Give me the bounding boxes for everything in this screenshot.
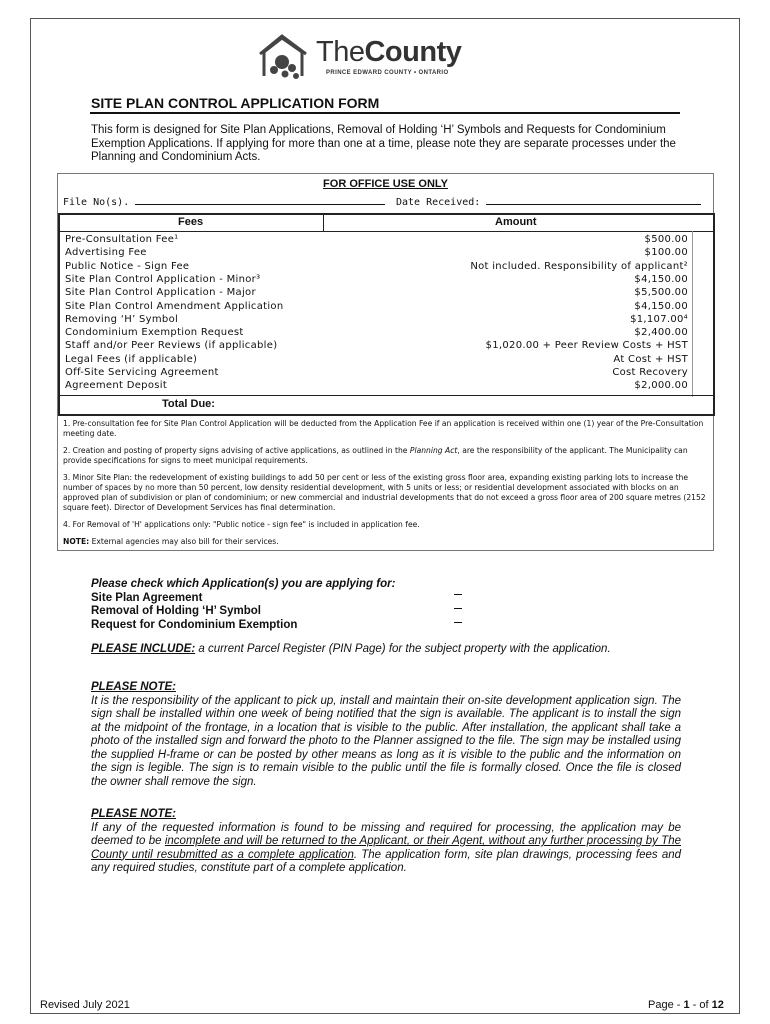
form-title: SITE PLAN CONTROL APPLICATION FORM [91, 95, 380, 111]
footnotes [63, 419, 708, 554]
header-divider [323, 215, 324, 231]
amount-column-header: Amount [495, 216, 537, 228]
note2-body: If any of the requested information is found to be missing and required for processing, the application may be deemed to be incomplete and will be returned to the Applicant, or their Agent, without any further processing by The County until resubmitted as a complete application. The application form, site plan drawings, processing fees and any required studies, constitute part of a complete application. [91, 821, 682, 874]
fee-row [60, 327, 713, 340]
file-number-field[interactable]: File No(s). [63, 195, 385, 208]
checkbox-site-plan[interactable] [454, 594, 462, 595]
fee-amount: $1,107.00⁴ [630, 313, 688, 325]
office-use-box [57, 173, 714, 551]
fee-name: Site Plan Control Amendment Application [65, 300, 284, 312]
fee-amount: $2,400.00 [634, 327, 688, 339]
fee-row [60, 354, 713, 367]
checkbox-removal-h[interactable] [454, 608, 462, 609]
please-include: PLEASE INCLUDE: a current Parcel Register (PIN Page) for the subject property with the application. [91, 643, 611, 655]
fee-row [60, 340, 713, 353]
note2-heading: PLEASE NOTE: [91, 808, 176, 820]
fee-name: Site Plan Control Application - Minor³ [65, 273, 261, 285]
date-received-line[interactable] [486, 195, 701, 205]
fee-amount: $4,150.00 [634, 300, 688, 312]
please-note-sign [91, 681, 681, 789]
file-number-line[interactable] [135, 195, 385, 205]
fee-row [60, 234, 713, 247]
fee-name: Legal Fees (if applicable) [65, 353, 198, 365]
fee-row [60, 314, 713, 327]
fee-row [60, 287, 713, 300]
fee-amount: Cost Recovery [612, 367, 688, 378]
logo-wordmark: TheCounty [316, 36, 462, 68]
footnote-4: 4. For Removal of 'H' applications only: "Public notice - sign fee" is included in application fee. [63, 520, 420, 529]
header-rule [60, 231, 713, 232]
fee-row [60, 274, 713, 287]
date-received-field[interactable]: Date Received: [396, 195, 701, 208]
fee-amount: Not included. Responsibility of applicant² [470, 260, 688, 272]
option-condo-exemption: Request for Condominium Exemption [91, 618, 298, 631]
fee-name: Removing ‘H’ Symbol [65, 313, 179, 325]
fee-name: Public Notice - Sign Fee [65, 260, 190, 272]
fee-name: Staff and/or Peer Reviews (if applicable) [65, 340, 278, 352]
fee-amount: $2,000.00 [634, 380, 688, 392]
fee-name: Off-Site Servicing Agreement [65, 367, 219, 378]
fee-amount: At Cost + HST [613, 353, 688, 365]
fee-row [60, 261, 713, 274]
title-rule [90, 112, 680, 114]
fees-column-header: Fees [178, 216, 204, 228]
total-due-label: Total Due: [162, 398, 215, 410]
footnote-note: NOTE: External agencies may also bill for their services. [63, 537, 279, 546]
option-removal-h: Removal of Holding ‘H’ Symbol [91, 605, 261, 617]
fee-amount: $500.00 [644, 234, 688, 245]
fee-name: Pre-Consultation Fee¹ [65, 234, 179, 245]
option-site-plan: Site Plan Agreement [91, 591, 203, 604]
fee-name: Condominium Exemption Request [65, 327, 244, 339]
note1-body: It is the responsibility of the applicant to pick up, install and maintain their on-site development application sign. The sign shall be installed within one week of being notified that the sign is available. The applicant is to install the sign at the midpoint of the frontage, in a location that is visible to the public. After installation, the applicant shall take a photo of the installed sign and forward the photo to the Planner assigned to the file. The sign may be installed using the supplied H-frame or can be posted by other means as long as it is visible to the public and the information on the sign is legible. The sign is to remain visible to the public until the file is formally closed. Once the file is closed the owner shall remove the sign. [91, 694, 681, 788]
please-note-missing [91, 808, 681, 876]
county-emblem-icon [258, 34, 314, 80]
fee-table [58, 213, 715, 416]
office-use-heading: FOR OFFICE USE ONLY [323, 178, 448, 190]
application-checklist [91, 578, 395, 632]
fee-name: Advertising Fee [65, 247, 147, 259]
fee-row [60, 380, 713, 393]
logo-subtitle: PRINCE EDWARD COUNTY • ONTARIO [326, 70, 449, 76]
fee-amount: $100.00 [644, 247, 688, 259]
checklist-question: Please check which Application(s) you are applying for: [91, 578, 396, 590]
note1-heading: PLEASE NOTE: [91, 681, 176, 693]
revised-date: Revised July 2021 [40, 999, 130, 1011]
fee-amount: $1,020.00 + Peer Review Costs + HST [485, 340, 688, 352]
fee-row [60, 247, 713, 260]
fee-name: Site Plan Control Application - Major [65, 287, 256, 299]
footnote-3: 3. Minor Site Plan: the redevelopment of existing buildings to add 50 per cent or less of the existing gross floor area, expanding existing parking lots to increase the number of spaces by no more than 50 percent, low density residential development, with 5 units or less; or residential development associated with blocks on an approved plan of subdivision or plan of condominium; or new commercial and industrial developments that do not exceed a gross floor area of 200 square metres (2152 square feet). Director of Development Services has final determination. [63, 473, 706, 512]
fee-amount: $4,150.00 [634, 273, 688, 285]
fee-row [60, 301, 713, 314]
footnote-1: 1. Pre-consultation fee for Site Plan Control Application will be deducted from the Application Fee if an application is received within one (1) year of the Pre-Consultation meeting date. [63, 419, 704, 438]
page-number: Page - 1 - of 12 [648, 999, 724, 1011]
total-rule [60, 395, 713, 396]
fee-name: Agreement Deposit [65, 380, 168, 392]
fee-row [60, 367, 713, 380]
checkbox-condo-exemption[interactable] [454, 622, 462, 623]
county-logo [258, 34, 488, 82]
intro-paragraph: This form is designed for Site Plan Applications, Removal of Holding ‘H’ Symbols and Requests for Condominium Exemption Applications. If applying for more than one at a time, please note they are separate processes under the Planning and Condominium Acts. [91, 124, 676, 163]
footnote-2: 2. Creation and posting of property signs advising of active applications, as outlined in the Planning Act, are the responsibility of the applicant. The Municipality can provide specifications for signs to meet municipal requirements. [63, 446, 688, 465]
fee-amount: $5,500.00 [634, 287, 688, 299]
